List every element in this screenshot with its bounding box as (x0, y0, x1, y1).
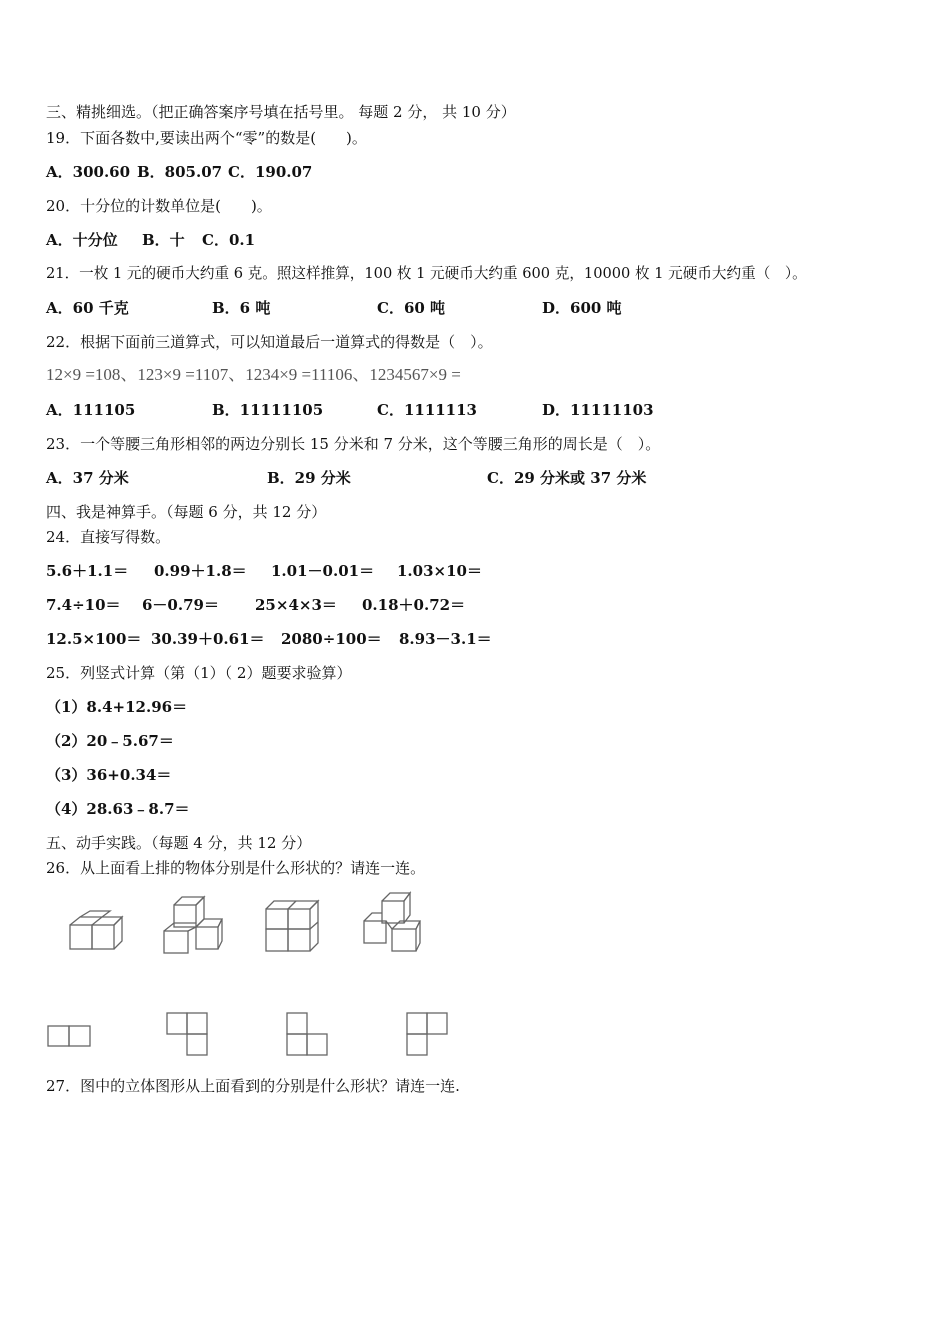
question-22-formula: 12×9 =108、123×9 =1107、1234×9 =11106、1234567×9 = (46, 365, 461, 384)
q21-option-a: A．60 千克 (46, 299, 129, 317)
cube-figure-4 (358, 887, 424, 957)
calc-item: 5.6＋1.1＝ (46, 562, 129, 580)
cube-figure-3 (262, 897, 324, 955)
vertical-calc-item: （3）36+0.34＝ (46, 766, 172, 784)
cube-figure-2 (160, 893, 228, 957)
calc-item: 0.18＋0.72＝ (362, 596, 466, 614)
question-22-stem: 22．根据下面前三道算式，可以知道最后一道算式的得数是（ ）。 (46, 333, 493, 351)
q23-option-b: B．29 分米 (267, 469, 351, 487)
vertical-calc-item: （4）28.63﹣8.7＝ (46, 800, 190, 818)
question-20-stem: 20．十分位的计数单位是( )。 (46, 197, 272, 215)
question-24-stem: 24．直接写得数。 (46, 528, 171, 546)
calc-item: 25×4×3＝ (255, 596, 337, 614)
question-26-stem: 26．从上面看上排的物体分别是什么形状的？请连一连。 (46, 859, 426, 877)
q22-option-c: C．1111113 (377, 401, 477, 419)
question-19-stem: 19．下面各数中,要读出两个“零”的数是( )。 (46, 129, 367, 147)
top-view-shape-2 (165, 1011, 213, 1057)
calc-item: 1.01－0.01＝ (271, 562, 375, 580)
question-27-stem: 27．图中的立体图形从上面看到的分别是什么形状？请连一连. (46, 1077, 460, 1095)
calc-item: 8.93－3.1＝ (399, 630, 492, 648)
cube-figure-1 (66, 909, 126, 955)
q21-option-d: D．600 吨 (542, 299, 622, 317)
q22-option-b: B．11111105 (212, 401, 324, 419)
question-25-stem: 25．列竖式计算（第（1）（ 2）题要求验算） (46, 664, 352, 682)
calc-item: 2080÷100＝ (281, 630, 382, 648)
q22-option-a: A．111105 (46, 401, 136, 419)
vertical-calc-item: （1）8.4+12.96＝ (46, 698, 188, 716)
section-5-title: 五、动手实践。（每题 4 分，共 12 分） (46, 834, 312, 852)
q23-option-a: A．37 分米 (46, 469, 129, 487)
vertical-calc-item: （2）20﹣5.67＝ (46, 732, 174, 750)
section-3-title: 三、精挑细选。（把正确答案序号填在括号里。 每题 2 分， 共 10 分） (46, 103, 516, 121)
calc-item: 12.5×100＝ (46, 630, 142, 648)
calc-item: 6－0.79＝ (142, 596, 219, 614)
calc-item: 1.03×10＝ (397, 562, 482, 580)
q19-option-a: A．300.60 (46, 163, 131, 181)
question-21-stem: 21．一枚 1 元的硬币大约重 6 克。照这样推算，100 枚 1 元硬币大约重 600 克，10000 枚 1 元硬币大约重（ ）。 (46, 265, 807, 282)
question-23-stem: 23．一个等腰三角形相邻的两边分别长 15 分米和 7 分米，这个等腰三角形的周长是（ ）。 (46, 435, 661, 453)
q19-option-b: B．805.07 (137, 163, 223, 181)
calc-item: 7.4÷10＝ (46, 596, 121, 614)
q20-option-c: C．0.1 (202, 231, 256, 249)
top-view-shape-1 (46, 1022, 94, 1048)
top-view-shape-3 (285, 1011, 333, 1057)
calc-item: 30.39＋0.61＝ (151, 630, 265, 648)
q23-option-c: C．29 分米或 37 分米 (487, 469, 647, 487)
top-view-shape-4 (405, 1011, 453, 1057)
q22-option-d: D．11111103 (542, 401, 654, 419)
q19-option-c: C．190.07 (228, 163, 313, 181)
q21-option-c: C．60 吨 (377, 299, 446, 317)
q20-option-a: A．十分位 (46, 231, 118, 249)
section-4-title: 四、我是神算手。（每题 6 分，共 12 分） (46, 503, 327, 521)
calc-item: 0.99＋1.8＝ (154, 562, 247, 580)
q20-option-b: B．十 (142, 231, 185, 249)
q21-option-b: B．6 吨 (212, 299, 271, 317)
